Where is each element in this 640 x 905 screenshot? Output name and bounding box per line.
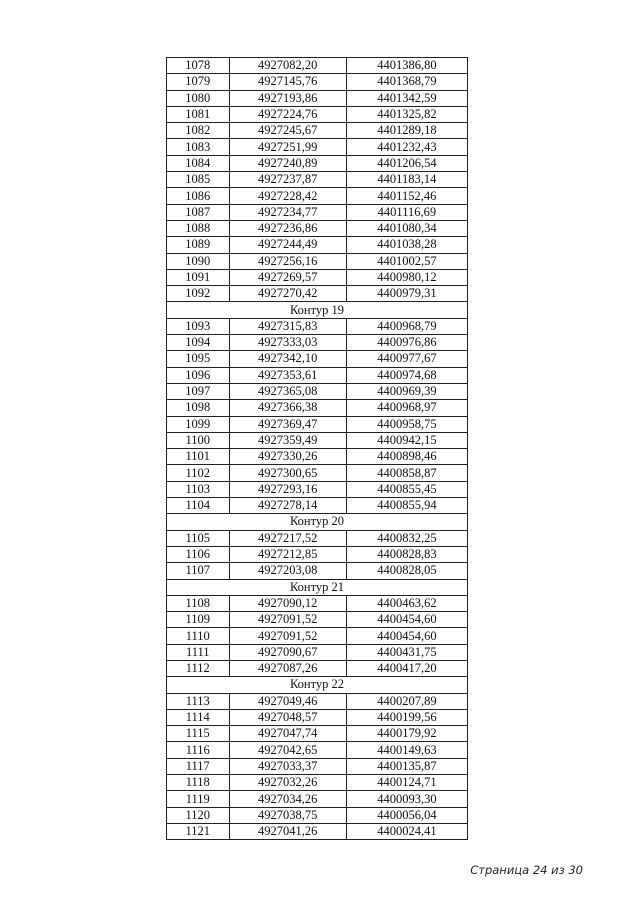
y-coordinate: 4400135,87 xyxy=(346,758,467,774)
point-number: 1115 xyxy=(167,726,230,742)
table-row xyxy=(167,416,468,432)
y-coordinate: 4400855,94 xyxy=(346,498,467,514)
x-coordinate: 4927203,08 xyxy=(229,563,346,579)
table-row xyxy=(167,269,468,285)
point-number: 1089 xyxy=(167,237,230,253)
table-row xyxy=(167,172,468,188)
x-coordinate: 4927359,49 xyxy=(229,432,346,448)
point-number: 1084 xyxy=(167,155,230,171)
y-coordinate: 4401038,28 xyxy=(346,237,467,253)
y-coordinate: 4401080,34 xyxy=(346,220,467,236)
table-row xyxy=(167,58,468,74)
x-coordinate: 4927315,83 xyxy=(229,318,346,334)
x-coordinate: 4927256,16 xyxy=(229,253,346,269)
contour-heading-row xyxy=(167,302,468,318)
y-coordinate: 4400199,56 xyxy=(346,709,467,725)
point-number: 1099 xyxy=(167,416,230,432)
x-coordinate: 4927145,76 xyxy=(229,74,346,90)
contour-heading: Контур 22 xyxy=(167,677,468,693)
table-row xyxy=(167,367,468,383)
x-coordinate: 4927091,52 xyxy=(229,612,346,628)
point-number: 1103 xyxy=(167,481,230,497)
x-coordinate: 4927293,16 xyxy=(229,481,346,497)
table-row xyxy=(167,563,468,579)
point-number: 1097 xyxy=(167,383,230,399)
x-coordinate: 4927042,65 xyxy=(229,742,346,758)
x-coordinate: 4927224,76 xyxy=(229,106,346,122)
table-row xyxy=(167,530,468,546)
point-number: 1104 xyxy=(167,498,230,514)
x-coordinate: 4927251,99 xyxy=(229,139,346,155)
point-number: 1107 xyxy=(167,563,230,579)
point-number: 1080 xyxy=(167,90,230,106)
x-coordinate: 4927333,03 xyxy=(229,335,346,351)
x-coordinate: 4927091,52 xyxy=(229,628,346,644)
y-coordinate: 4400942,15 xyxy=(346,432,467,448)
point-number: 1085 xyxy=(167,172,230,188)
table-row xyxy=(167,628,468,644)
y-coordinate: 4401206,54 xyxy=(346,155,467,171)
point-number: 1119 xyxy=(167,791,230,807)
table-row xyxy=(167,90,468,106)
table-row xyxy=(167,775,468,791)
table-row xyxy=(167,253,468,269)
table-row xyxy=(167,139,468,155)
y-coordinate: 4400179,92 xyxy=(346,726,467,742)
table-row xyxy=(167,726,468,742)
y-coordinate: 4400417,20 xyxy=(346,660,467,676)
table-row xyxy=(167,123,468,139)
table-row xyxy=(167,318,468,334)
coordinates-table-body xyxy=(167,58,468,840)
point-number: 1088 xyxy=(167,220,230,236)
table-row xyxy=(167,465,468,481)
table-row xyxy=(167,351,468,367)
x-coordinate: 4927033,37 xyxy=(229,758,346,774)
y-coordinate: 4401368,79 xyxy=(346,74,467,90)
point-number: 1109 xyxy=(167,612,230,628)
table-row xyxy=(167,807,468,823)
x-coordinate: 4927228,42 xyxy=(229,188,346,204)
contour-heading-row xyxy=(167,579,468,595)
y-coordinate: 4401116,69 xyxy=(346,204,467,220)
x-coordinate: 4927330,26 xyxy=(229,449,346,465)
table-row xyxy=(167,155,468,171)
table-row xyxy=(167,823,468,839)
x-coordinate: 4927212,85 xyxy=(229,546,346,562)
y-coordinate: 4401152,46 xyxy=(346,188,467,204)
contour-heading: Контур 19 xyxy=(167,302,468,318)
x-coordinate: 4927269,57 xyxy=(229,269,346,285)
point-number: 1121 xyxy=(167,823,230,839)
table-row xyxy=(167,481,468,497)
x-coordinate: 4927041,26 xyxy=(229,823,346,839)
y-coordinate: 4400968,79 xyxy=(346,318,467,334)
point-number: 1108 xyxy=(167,595,230,611)
x-coordinate: 4927278,14 xyxy=(229,498,346,514)
x-coordinate: 4927342,10 xyxy=(229,351,346,367)
y-coordinate: 4401386,80 xyxy=(346,58,467,74)
y-coordinate: 4400855,45 xyxy=(346,481,467,497)
point-number: 1106 xyxy=(167,546,230,562)
y-coordinate: 4400024,41 xyxy=(346,823,467,839)
point-number: 1094 xyxy=(167,335,230,351)
x-coordinate: 4927193,86 xyxy=(229,90,346,106)
y-coordinate: 4400974,68 xyxy=(346,367,467,383)
y-coordinate: 4400056,04 xyxy=(346,807,467,823)
contour-heading: Контур 20 xyxy=(167,514,468,530)
contour-heading-row xyxy=(167,514,468,530)
point-number: 1113 xyxy=(167,693,230,709)
x-coordinate: 4927034,26 xyxy=(229,791,346,807)
coordinates-table xyxy=(166,57,468,840)
y-coordinate: 4400976,86 xyxy=(346,335,467,351)
table-row xyxy=(167,693,468,709)
y-coordinate: 4400977,67 xyxy=(346,351,467,367)
x-coordinate: 4927365,08 xyxy=(229,383,346,399)
y-coordinate: 4400207,89 xyxy=(346,693,467,709)
table-row xyxy=(167,546,468,562)
point-number: 1101 xyxy=(167,449,230,465)
point-number: 1111 xyxy=(167,644,230,660)
table-row xyxy=(167,286,468,302)
x-coordinate: 4927240,89 xyxy=(229,155,346,171)
contour-heading: Контур 21 xyxy=(167,579,468,595)
y-coordinate: 4400454,60 xyxy=(346,612,467,628)
y-coordinate: 4400980,12 xyxy=(346,269,467,285)
x-coordinate: 4927270,42 xyxy=(229,286,346,302)
point-number: 1082 xyxy=(167,123,230,139)
x-coordinate: 4927245,67 xyxy=(229,123,346,139)
x-coordinate: 4927082,20 xyxy=(229,58,346,74)
point-number: 1090 xyxy=(167,253,230,269)
y-coordinate: 4401002,57 xyxy=(346,253,467,269)
y-coordinate: 4400858,87 xyxy=(346,465,467,481)
x-coordinate: 4927090,67 xyxy=(229,644,346,660)
point-number: 1092 xyxy=(167,286,230,302)
y-coordinate: 4401325,82 xyxy=(346,106,467,122)
y-coordinate: 4400149,63 xyxy=(346,742,467,758)
x-coordinate: 4927369,47 xyxy=(229,416,346,432)
table-row xyxy=(167,220,468,236)
point-number: 1105 xyxy=(167,530,230,546)
y-coordinate: 4401183,14 xyxy=(346,172,467,188)
x-coordinate: 4927366,38 xyxy=(229,400,346,416)
y-coordinate: 4400898,46 xyxy=(346,449,467,465)
table-row xyxy=(167,758,468,774)
point-number: 1079 xyxy=(167,74,230,90)
point-number: 1116 xyxy=(167,742,230,758)
point-number: 1114 xyxy=(167,709,230,725)
y-coordinate: 4401342,59 xyxy=(346,90,467,106)
x-coordinate: 4927087,26 xyxy=(229,660,346,676)
point-number: 1095 xyxy=(167,351,230,367)
table-row xyxy=(167,432,468,448)
table-row xyxy=(167,335,468,351)
table-row xyxy=(167,383,468,399)
table-row xyxy=(167,612,468,628)
y-coordinate: 4400832,25 xyxy=(346,530,467,546)
y-coordinate: 4400463,62 xyxy=(346,595,467,611)
point-number: 1087 xyxy=(167,204,230,220)
x-coordinate: 4927038,75 xyxy=(229,807,346,823)
table-row xyxy=(167,449,468,465)
point-number: 1078 xyxy=(167,58,230,74)
point-number: 1102 xyxy=(167,465,230,481)
point-number: 1091 xyxy=(167,269,230,285)
table-row xyxy=(167,595,468,611)
point-number: 1118 xyxy=(167,775,230,791)
x-coordinate: 4927237,87 xyxy=(229,172,346,188)
table-row xyxy=(167,660,468,676)
point-number: 1083 xyxy=(167,139,230,155)
table-row xyxy=(167,791,468,807)
y-coordinate: 4400093,30 xyxy=(346,791,467,807)
table-row xyxy=(167,106,468,122)
y-coordinate: 4400958,75 xyxy=(346,416,467,432)
y-coordinate: 4401232,43 xyxy=(346,139,467,155)
table-row xyxy=(167,237,468,253)
y-coordinate: 4400124,71 xyxy=(346,775,467,791)
x-coordinate: 4927300,65 xyxy=(229,465,346,481)
x-coordinate: 4927353,61 xyxy=(229,367,346,383)
table-row xyxy=(167,498,468,514)
table-row xyxy=(167,74,468,90)
point-number: 1081 xyxy=(167,106,230,122)
y-coordinate: 4400828,05 xyxy=(346,563,467,579)
y-coordinate: 4400979,31 xyxy=(346,286,467,302)
table-row xyxy=(167,204,468,220)
contour-heading-row xyxy=(167,677,468,693)
point-number: 1096 xyxy=(167,367,230,383)
table-row xyxy=(167,644,468,660)
x-coordinate: 4927048,57 xyxy=(229,709,346,725)
x-coordinate: 4927049,46 xyxy=(229,693,346,709)
page-number: Страница 24 из 30 xyxy=(470,863,583,877)
point-number: 1120 xyxy=(167,807,230,823)
y-coordinate: 4400454,60 xyxy=(346,628,467,644)
point-number: 1093 xyxy=(167,318,230,334)
point-number: 1098 xyxy=(167,400,230,416)
table-row xyxy=(167,400,468,416)
table-row xyxy=(167,188,468,204)
table-row xyxy=(167,742,468,758)
point-number: 1110 xyxy=(167,628,230,644)
point-number: 1117 xyxy=(167,758,230,774)
y-coordinate: 4400828,83 xyxy=(346,546,467,562)
x-coordinate: 4927217,52 xyxy=(229,530,346,546)
point-number: 1086 xyxy=(167,188,230,204)
x-coordinate: 4927090,12 xyxy=(229,595,346,611)
x-coordinate: 4927234,77 xyxy=(229,204,346,220)
point-number: 1112 xyxy=(167,660,230,676)
point-number: 1100 xyxy=(167,432,230,448)
x-coordinate: 4927032,26 xyxy=(229,775,346,791)
y-coordinate: 4400969,39 xyxy=(346,383,467,399)
x-coordinate: 4927244,49 xyxy=(229,237,346,253)
y-coordinate: 4400968,97 xyxy=(346,400,467,416)
x-coordinate: 4927236,86 xyxy=(229,220,346,236)
y-coordinate: 4401289,18 xyxy=(346,123,467,139)
y-coordinate: 4400431,75 xyxy=(346,644,467,660)
table-row xyxy=(167,709,468,725)
x-coordinate: 4927047,74 xyxy=(229,726,346,742)
